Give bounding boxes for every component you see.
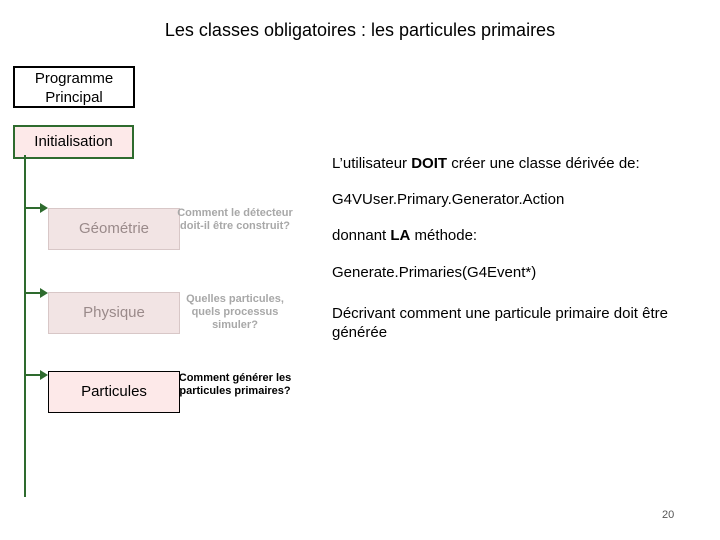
page-number: 20 [662, 509, 675, 521]
question-particules: Comment générer les particules primaires? [178, 372, 292, 397]
method-intro-bold: LA [390, 227, 411, 244]
class-name: G4VUser.Primary.Generator.Action [332, 191, 565, 208]
instruction-bold: DOIT [411, 155, 448, 172]
initialisation-box: Initialisation [13, 125, 134, 159]
instruction-post: créer une classe dérivée de: [447, 155, 640, 172]
method-intro-line [332, 227, 477, 244]
programme-line1: Programme [34, 70, 114, 87]
category-particules-box: Particules [48, 371, 180, 413]
method-name: Generate.Primaries(G4Event*) [332, 264, 537, 281]
method-description: Décrivant comment une particule primaire doit être générée [332, 305, 668, 341]
connector-particules [26, 374, 40, 376]
connector-physique [26, 292, 40, 294]
method-intro-pre: donnant [332, 227, 391, 244]
instruction-line [332, 155, 640, 172]
question-physique: Quelles particules, quels processus simuler? [186, 293, 284, 331]
arrow-geometrie-icon [40, 203, 48, 213]
programme-principal-box [13, 66, 135, 108]
programme-line2: Principal [45, 89, 103, 106]
instruction-pre: L’utilisateur [332, 155, 412, 172]
question-geometrie: Comment le détecteur doit-il être construit? [177, 207, 293, 232]
slide-title: Les classes obligatoires : les particules primaires [164, 20, 556, 40]
category-physique-box: Physique [48, 292, 180, 334]
category-geometrie-box: Géométrie [48, 208, 180, 250]
arrow-physique-icon [40, 288, 48, 298]
arrow-particules-icon [40, 370, 48, 380]
method-intro-post: méthode: [410, 227, 478, 244]
connector-geometrie [26, 207, 40, 209]
